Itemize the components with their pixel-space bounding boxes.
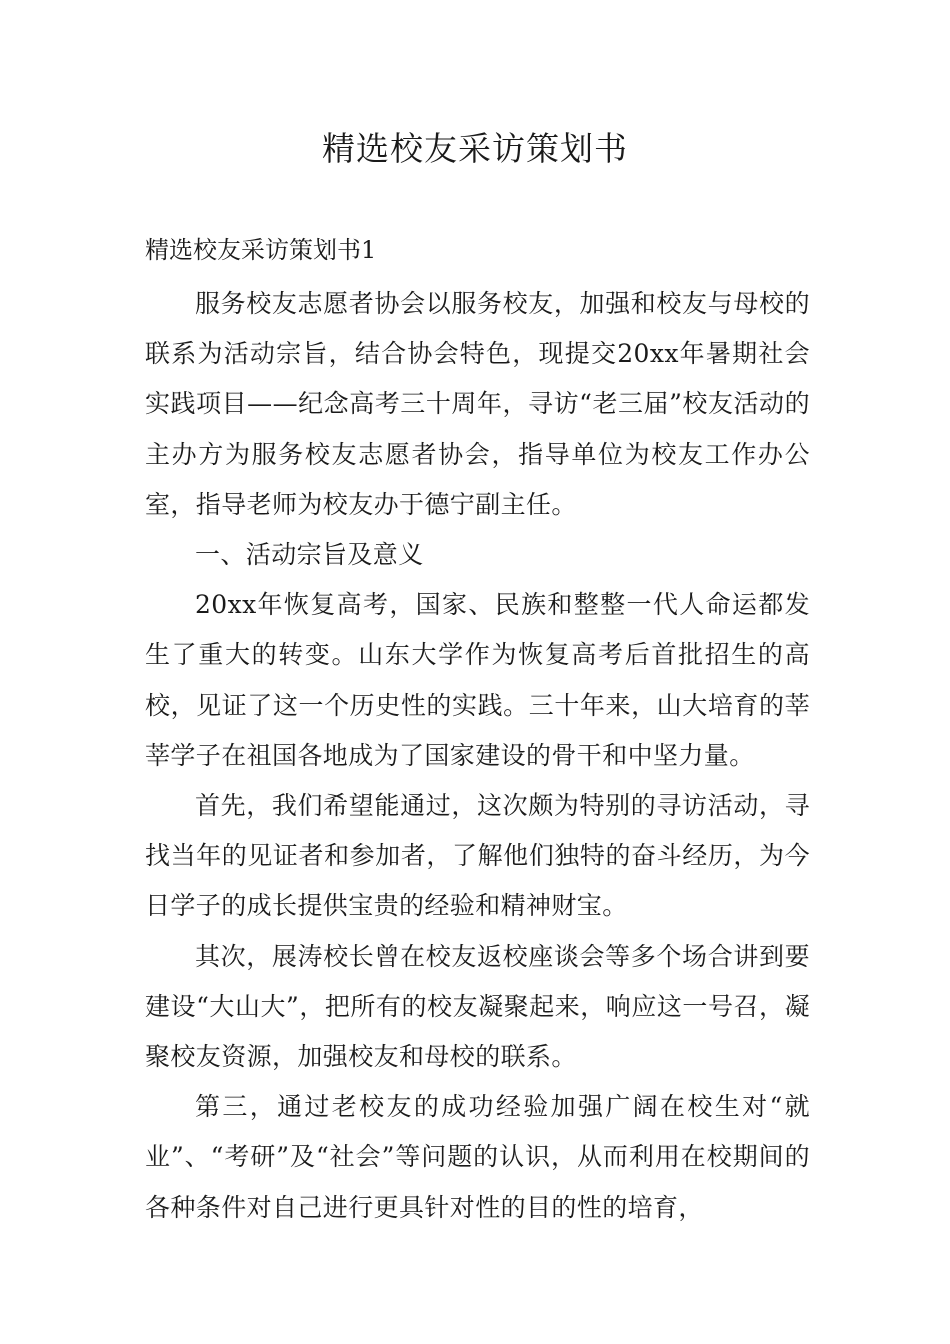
document-title: 精选校友采访策划书 [322,129,628,168]
paragraph-third: 第三，通过老校友的成功经验加强广阔在校生对“就业”、“考研”及“社会”等问题的认识，从而利用在校期间的各种条件对自己进行更具针对性的目的性的培育， [145,1092,810,1222]
paragraph-first: 首先，我们希望能通过，这次颇为特别的寻访活动，寻找当年的见证者和参加者，了解他们独特的奋斗经历，为今日学子的成长提供宝贵的经验和精神财宝。 [145,791,810,921]
paragraph-background: 20xx年恢复高考，国家、民族和整整一代人命运都发生了重大的转变。山东大学作为恢复高考后首批招生的高校，见证了这一个历史性的实践。三十年来，山大培育的莘莘学子在祖国各地成为了国家建设的骨干和中坚力量。 [145,590,810,770]
intro-paragraph: 服务校友志愿者协会以服务校友，加强和校友与母校的联系为活动宗旨，结合协会特色，现提交20xx年暑期社会实践项目——纪念高考三十周年，寻访“老三届”校友活动的主办方为服务校友志愿者协会，指导单位为校友工作办公室，指导老师为校友办于德宁副主任。 [145,289,810,519]
section-heading: 精选校友采访策划书1 [145,236,377,264]
paragraph-second: 其次，展涛校长曾在校友返校座谈会等多个场合讲到要建设“大山大”，把所有的校友凝聚起来，响应这一号召，凝聚校友资源，加强校友和母校的联系。 [145,941,810,1072]
section-title-purpose: 一、活动宗旨及意义 [195,540,424,570]
document-body [145,279,810,1233]
